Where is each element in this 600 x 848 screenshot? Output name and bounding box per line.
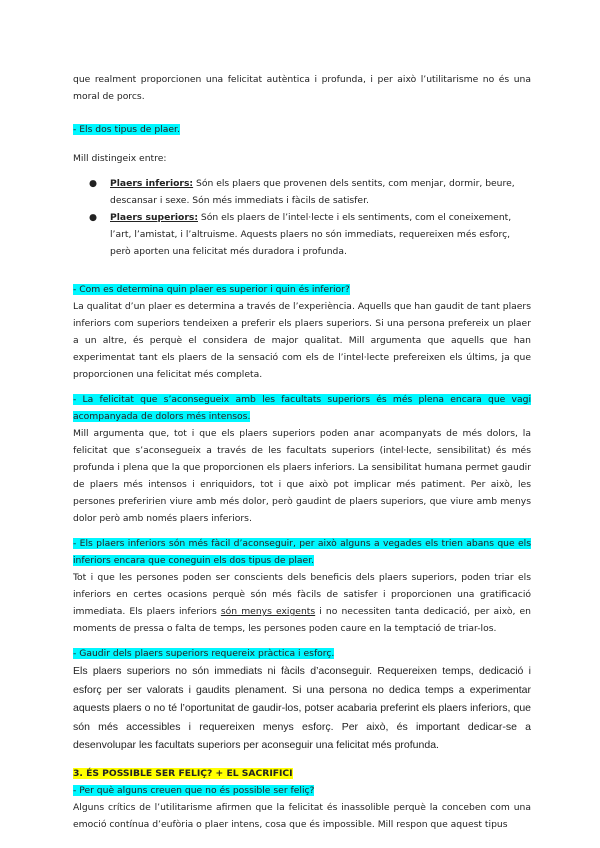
highlight: - Com es determina quin plaer es superior i quin és inferior?	[73, 284, 350, 295]
list-item-superior	[89, 209, 531, 260]
easier-paragraph	[73, 569, 531, 637]
highlight: - Els dos tipus de plaer.	[73, 124, 180, 135]
section-heading-fuller	[73, 391, 531, 425]
easier-text-b: i no necessiten tanta dedicació, per això, en moments de pressa o falta de temps, les persones poden caure en la temptació de triar-los.	[73, 606, 532, 634]
section-heading-easier	[73, 535, 531, 569]
section-heading-determine	[73, 281, 531, 298]
pleasure-list	[73, 175, 531, 260]
easier-text-underlined: són menys exigents	[220, 606, 316, 617]
highlight: - Els plaers inferiors són més fàcil d’aconseguir, per això alguns a vegades els trien abans que els inferiors encara que coneguin els dos tipus de plaer.	[73, 538, 531, 566]
text-superior: Són els plaers de l’intel·lecte i els sentiments, com el coneixement, l’art, l’amistat, i l’altruisme. Aquests plaers no són immediats, requereixen més esforç, però aporten una felicitat més duradora i profunda.	[110, 212, 512, 257]
fuller-paragraph: Mill argumenta que, tot i que els plaers superiors poden anar acompanyats de més dolors, la felicitat que s’aconsegueix a través de les facultats superiors (intel·lecte, sensibilitat) és més profunda i plena que la que proporcionen els plaers inferiors. La sensibilitat humana permet gaudir de plaers més intensos i enriquidors, tot i que això pot implicar més patiment. Per això, les persones preferirien viure amb més dolor, però gaudint de plaers superiors, que viure amb menys dolor però amb només plaers inferiors.	[73, 428, 531, 524]
section-heading-why	[73, 782, 531, 799]
page-content	[73, 71, 531, 833]
highlight: - La felicitat que s’aconsegueix amb les facultats superiors és més plena encara que vagi acompanyada de dolors més intensos.	[73, 394, 531, 422]
section-heading-effort	[73, 645, 531, 662]
highlight: - Per què alguns creuen que no és possible ser feliç?	[73, 784, 315, 796]
intro-paragraph: que realment proporcionen una felicitat autèntica i profunda, i per això l’utilitarisme no és una moral de porcs.	[73, 74, 531, 102]
why-paragraph: Alguns crítics de l’utilitarisme afirmen que la felicitat és inassolible perquè la conceben com una emoció contínua d’eufòria o plaer intens, cosa que és impossible. Mill respon que aquest tipus	[73, 801, 531, 830]
term-inferior: Plaers inferiors:	[110, 178, 194, 189]
effort-paragraph: Els plaers superiors no són immediats ni fàcils d’aconseguir. Requereixen temps, dedicació i esforç per ser valorats i gaudits plenament. Si una persona no dedica temps a experimentar aquests plaers o no té l’oportunitat de gaudir-los, potser acabaria preferint els plaers inferiors, que són més accessibles i requereixen menys esforç. Per això, és important dedicar-se a desenvolupar les facultats superiors per aconseguir una felicitat més profunda.	[73, 665, 531, 751]
term-superior: Plaers superiors:	[110, 212, 198, 223]
list-item-inferior	[89, 175, 531, 209]
mill-intro: Mill distingeix entre:	[73, 153, 167, 164]
section-3-title	[73, 765, 531, 782]
easier-text-a: Tot i que les persones poden ser conscients dels beneficis dels plaers superiors, poden triar els inferiors en certes ocasions perquè són més fàcils de satisfer i proporcionen una gratificació immediata. Els plaers inferiors	[73, 572, 531, 617]
highlight-yellow: 3. ÉS POSSIBLE SER FELIÇ? + EL SACRIFICI	[73, 767, 293, 779]
bullet-icon: ●	[89, 212, 98, 223]
section-heading-types	[73, 121, 531, 138]
highlight: - Gaudir dels plaers superiors requereix pràctica i esforç.	[73, 648, 335, 659]
determine-paragraph: La qualitat d’un plaer es determina a través de l’experiència. Aquells que han gaudit de tant plaers inferiors com superiors tendeixen a preferir els plaers superiors. Si una persona prefereix un plaer a un altre, és perquè el considera de major qualitat. Mill argumenta que aquells que han experimentat tant els plaers de la sensació com els de l’intel·lecte prefereixen els últims, ja que proporcionen una felicitat més completa.	[73, 301, 531, 380]
bullet-icon: ●	[89, 178, 98, 189]
text-inferior: Són els plaers que provenen dels sentits, com menjar, dormir, beure, descansar i sexe. Són més immediats i fàcils de satisfer.	[110, 178, 515, 206]
